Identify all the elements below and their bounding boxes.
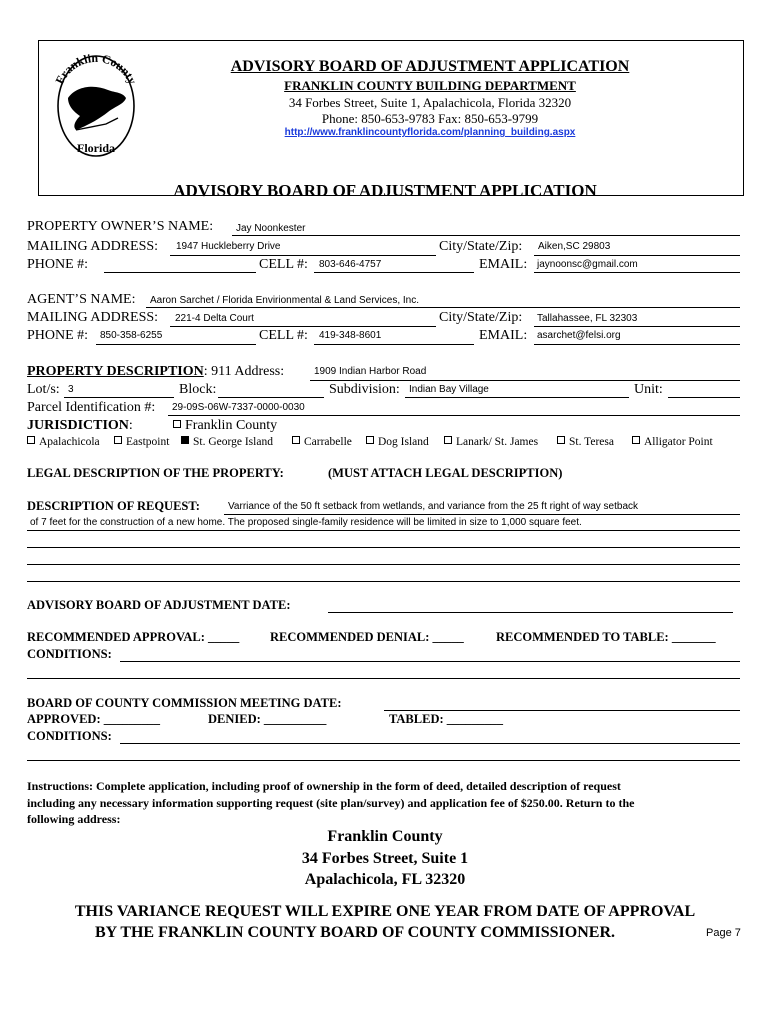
agent-email-line	[534, 344, 740, 345]
seal-top-text: Franklin County	[52, 50, 140, 87]
request-text-line-2[interactable]: of 7 feet for the construction of a new home. The proposed single-family residence will be limited in size to 1,000 square feet.	[30, 517, 582, 528]
tabled-label: TABLED: _________	[389, 712, 504, 726]
owner-mailing-label: MAILING ADDRESS:	[27, 239, 159, 254]
checkbox-checked-icon	[181, 436, 189, 444]
conditions-line-1	[120, 661, 740, 662]
jurisdiction-county-label: Franklin County	[185, 418, 278, 433]
lots-line	[64, 397, 174, 398]
header-title: ADVISORY BOARD OF ADJUSTMENT APPLICATION	[230, 58, 630, 75]
commission-date-label: BOARD OF COUNTY COMMISSION MEETING DATE:	[27, 696, 342, 710]
jurisdiction-franklin-county[interactable]	[173, 418, 277, 434]
conditions-line-2	[27, 678, 740, 679]
jurisdiction-label: JURISDICTION	[27, 418, 129, 433]
agent-cell-label: CELL #:	[259, 328, 308, 343]
option-label: St. George Island	[193, 436, 273, 448]
recommended-table: RECOMMENDED TO TABLE: _______	[496, 630, 716, 644]
jurisdiction-colon: :	[128, 418, 133, 433]
owner-email-line	[534, 272, 740, 273]
commission-date-line	[384, 710, 740, 711]
return-address-line-2: 34 Forbes Street, Suite 1	[301, 850, 469, 867]
return-address-line-3: Apalachicola, FL 32320	[304, 871, 466, 888]
option-label: Dog Island	[378, 436, 429, 448]
board-date-line	[328, 612, 733, 613]
agent-cell-line	[314, 344, 474, 345]
owner-phone-line	[104, 272, 256, 273]
jurisdiction-option-st-george-island[interactable]	[181, 436, 273, 448]
expire-notice-line-2: BY THE FRANKLIN COUNTY BOARD OF COUNTY COMMISSIONER.	[94, 924, 616, 941]
owner-cell-label: CELL #:	[259, 257, 308, 272]
jurisdiction-row	[27, 418, 133, 434]
agent-phone-line	[96, 344, 256, 345]
checkbox-icon	[632, 436, 640, 444]
option-label: St. Teresa	[569, 436, 614, 448]
property-description-label: PROPERTY DESCRIPTION	[27, 364, 204, 379]
jurisdiction-option-carrabelle[interactable]	[292, 436, 352, 448]
agent-city-label: City/State/Zip:	[439, 310, 523, 325]
agent-phone-label: PHONE #:	[27, 328, 89, 343]
checkbox-icon	[27, 436, 35, 444]
owner-name-label: PROPERTY OWNER’S NAME:	[27, 219, 214, 234]
request-line-2	[27, 530, 740, 531]
option-label: Carrabelle	[304, 436, 352, 448]
checkbox-icon	[292, 436, 300, 444]
approved-label: APPROVED: _________	[27, 712, 160, 726]
header-phone: Phone: 850-653-9783 Fax: 850-653-9799	[321, 111, 539, 126]
agent-email-label: EMAIL:	[479, 328, 528, 343]
parcel-label: Parcel Identification #:	[27, 400, 156, 415]
conditions-label: CONDITIONS:	[27, 647, 112, 661]
subdivision-label: Subdivision:	[329, 382, 400, 397]
parcel-field[interactable]: 29-09S-06W-7337-0000-0030	[172, 402, 305, 413]
owner-cell-field[interactable]: 803-646-4757	[319, 259, 382, 270]
board-date-label: ADVISORY BOARD OF ADJUSTMENT DATE:	[27, 598, 291, 612]
conditions2-label: CONDITIONS:	[27, 729, 112, 743]
property-description-row	[27, 364, 284, 380]
lots-field[interactable]: 3	[68, 384, 74, 395]
agent-city-field[interactable]: Tallahassee, FL 32303	[537, 313, 638, 324]
owner-city-field[interactable]: Aiken,SC 29803	[538, 241, 611, 252]
request-line-5	[27, 581, 740, 582]
lots-label: Lot/s:	[27, 382, 60, 397]
seal-bottom-text: Florida	[77, 141, 115, 155]
request-line-4	[27, 564, 740, 565]
svg-text:Franklin County	[52, 51, 139, 86]
agent-name-line	[146, 307, 740, 308]
unit-line	[668, 397, 740, 398]
owner-mailing-field[interactable]: 1947 Huckleberry Drive	[176, 241, 281, 252]
return-address-line-1: Franklin County	[327, 828, 443, 845]
owner-phone-label: PHONE #:	[27, 257, 89, 272]
instructions-line-2: including any necessary information supporting request (site plan/survey) and application fee of $250.00. Return to the	[27, 796, 635, 810]
expire-notice-line-1: THIS VARIANCE REQUEST WILL EXPIRE ONE YEAR FROM DATE OF APPROVAL	[74, 903, 696, 920]
recommended-denial: RECOMMENDED DENIAL: _____	[270, 630, 464, 644]
agent-phone-field[interactable]: 850-358-6255	[100, 330, 163, 341]
checkbox-icon	[366, 436, 374, 444]
header-department: FRANKLIN COUNTY BUILDING DEPARTMENT	[284, 78, 576, 93]
subdivision-field[interactable]: Indian Bay Village	[409, 384, 489, 395]
checkbox-icon	[557, 436, 565, 444]
block-line	[218, 397, 324, 398]
agent-name-label: AGENT’S NAME:	[27, 292, 136, 307]
recommended-approval: RECOMMENDED APPROVAL: _____	[27, 630, 240, 644]
jurisdiction-option-alligator-point[interactable]	[632, 436, 713, 448]
jurisdiction-option-st-teresa[interactable]	[557, 436, 614, 448]
property-address-line	[310, 380, 740, 381]
owner-name-line	[232, 235, 740, 236]
conditions2-line-2	[27, 760, 740, 761]
owner-email-field[interactable]: jaynoonsc@gmail.com	[537, 259, 638, 270]
owner-cell-line	[314, 272, 474, 273]
agent-city-line	[534, 326, 740, 327]
agent-email-field[interactable]: asarchet@felsi.org	[537, 330, 621, 341]
agent-mailing-label: MAILING ADDRESS:	[27, 310, 159, 325]
agent-mailing-line	[170, 326, 436, 327]
legal-description-note: (MUST ATTACH LEGAL DESCRIPTION)	[328, 466, 563, 480]
agent-cell-field[interactable]: 419-348-8601	[319, 330, 382, 341]
request-label: DESCRIPTION OF REQUEST:	[27, 499, 200, 513]
owner-mailing-line	[170, 255, 436, 256]
jurisdiction-option-eastpoint[interactable]	[114, 436, 169, 448]
property-address-field[interactable]: 1909 Indian Harbor Road	[314, 366, 427, 377]
legal-description-label: LEGAL DESCRIPTION OF THE PROPERTY:	[27, 466, 284, 480]
header-url-link[interactable]: http://www.franklincountyflorida.com/planning_building.aspx	[284, 127, 576, 138]
checkbox-icon	[444, 436, 452, 444]
jurisdiction-option-dog-island[interactable]	[366, 436, 429, 448]
owner-city-line	[534, 255, 740, 256]
page-number: Page 7	[706, 927, 741, 939]
option-label: Lanark/ St. James	[456, 436, 539, 448]
request-text-line-1[interactable]: Varriance of the 50 ft setback from wetlands, and variance from the 25 ft right of way setback	[228, 501, 639, 512]
request-line-1	[224, 514, 740, 515]
agent-mailing-field[interactable]: 221-4 Delta Court	[175, 313, 254, 324]
agent-name-field[interactable]: Aaron Sarchet / Florida Envirionmental & Land Services, Inc.	[150, 295, 420, 306]
instructions-line-1: Instructions: Complete application, including proof of ownership in the form of deed, detailed description of request	[27, 779, 621, 793]
block-label: Block:	[179, 382, 217, 397]
owner-name-field[interactable]: Jay Noonkester	[236, 223, 306, 234]
instructions-line-3: following address:	[27, 812, 121, 826]
checkbox-icon	[173, 420, 181, 428]
option-label: Apalachicola	[39, 436, 100, 448]
owner-city-label: City/State/Zip:	[439, 239, 523, 254]
header-address: 34 Forbes Street, Suite 1, Apalachicola, Florida 32320	[288, 95, 572, 110]
subdivision-line	[405, 397, 629, 398]
jurisdiction-option-lanark[interactable]	[444, 436, 538, 448]
denied-label: DENIED: __________	[208, 712, 327, 726]
owner-email-label: EMAIL:	[479, 257, 528, 272]
property-address-label: : 911 Address:	[203, 364, 285, 379]
county-seal-logo	[46, 46, 146, 164]
conditions2-line-1	[120, 743, 740, 744]
jurisdiction-option-apalachicola[interactable]	[27, 436, 100, 448]
main-title: ADVISORY BOARD OF ADJUSTMENT APPLICATION	[173, 181, 597, 200]
parcel-line	[168, 415, 740, 416]
checkbox-icon	[114, 436, 122, 444]
option-label: Eastpoint	[126, 436, 170, 448]
request-line-3	[27, 547, 740, 548]
option-label: Alligator Point	[644, 436, 713, 448]
unit-label: Unit:	[634, 382, 663, 397]
